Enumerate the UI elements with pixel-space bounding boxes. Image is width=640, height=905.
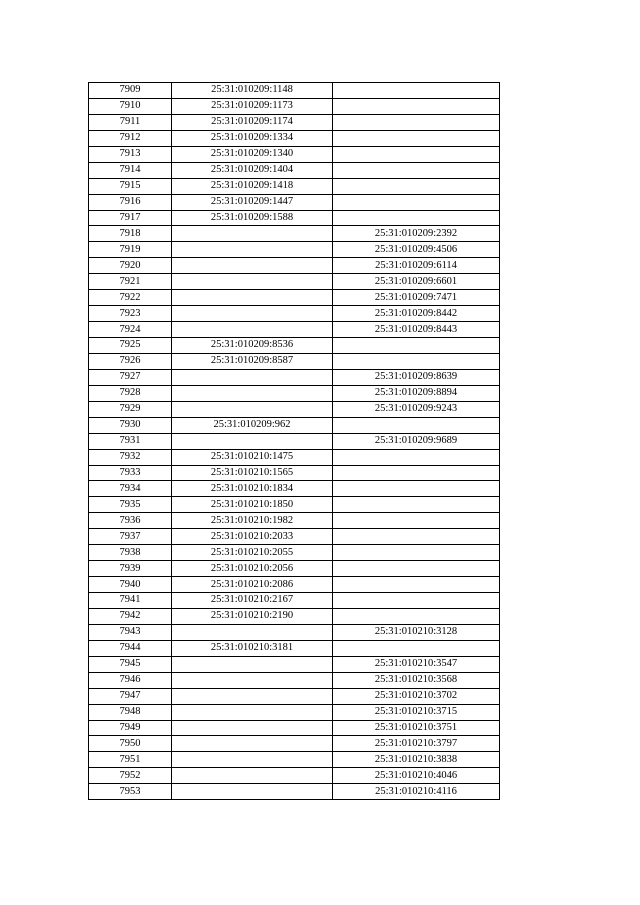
cadastral-number-cell-left: 25:31:010210:1982	[172, 513, 333, 529]
cadastral-number-cell-left: 25:31:010210:1565	[172, 465, 333, 481]
row-number-cell: 7939	[89, 561, 172, 577]
cadastral-number-cell-right: 25:31:010209:8894	[333, 385, 500, 401]
row-number-cell: 7950	[89, 736, 172, 752]
row-number-cell: 7949	[89, 720, 172, 736]
row-number-cell: 7941	[89, 593, 172, 609]
cadastral-number-cell-right	[333, 114, 500, 130]
row-number-cell: 7926	[89, 353, 172, 369]
row-number-cell: 7928	[89, 385, 172, 401]
row-number-cell: 7924	[89, 322, 172, 338]
cadastral-number-cell-left: 25:31:010209:1588	[172, 210, 333, 226]
table-row	[89, 146, 500, 162]
row-number-cell: 7911	[89, 114, 172, 130]
table-row	[89, 130, 500, 146]
row-number-cell: 7946	[89, 672, 172, 688]
cadastral-number-cell-left	[172, 672, 333, 688]
cadastral-number-cell-right	[333, 162, 500, 178]
cadastral-number-cell-left	[172, 688, 333, 704]
cadastral-number-cell-right	[333, 449, 500, 465]
cadastral-number-cell-left	[172, 226, 333, 242]
cadastral-number-cell-left: 25:31:010210:2167	[172, 593, 333, 609]
cadastral-number-cell-left	[172, 274, 333, 290]
table-row	[89, 98, 500, 114]
table-row	[89, 162, 500, 178]
table-row	[89, 529, 500, 545]
cadastral-number-cell-left	[172, 258, 333, 274]
table-row	[89, 720, 500, 736]
cadastral-number-cell-left: 25:31:010209:8587	[172, 353, 333, 369]
row-number-cell: 7935	[89, 497, 172, 513]
cadastral-number-cell-left: 25:31:010210:2055	[172, 545, 333, 561]
table-row	[89, 322, 500, 338]
row-number-cell: 7938	[89, 545, 172, 561]
cadastral-number-cell-right: 25:31:010209:8442	[333, 306, 500, 322]
cadastral-number-cell-left	[172, 385, 333, 401]
cadastral-number-cell-right	[333, 513, 500, 529]
row-number-cell: 7916	[89, 194, 172, 210]
row-number-cell: 7923	[89, 306, 172, 322]
cadastral-number-cell-right	[333, 417, 500, 433]
table-row	[89, 545, 500, 561]
cadastral-number-cell-left: 25:31:010209:1173	[172, 98, 333, 114]
row-number-cell: 7922	[89, 290, 172, 306]
cadastral-number-cell-right	[333, 545, 500, 561]
table-row	[89, 640, 500, 656]
row-number-cell: 7931	[89, 433, 172, 449]
cadastral-number-cell-left	[172, 242, 333, 258]
cadastral-number-cell-right: 25:31:010209:7471	[333, 290, 500, 306]
cadastral-number-cell-right: 25:31:010209:6114	[333, 258, 500, 274]
cadastral-number-cell-right	[333, 210, 500, 226]
cadastral-number-cell-right	[333, 497, 500, 513]
cadastral-number-cell-left	[172, 624, 333, 640]
row-number-cell: 7920	[89, 258, 172, 274]
table-row	[89, 624, 500, 640]
cadastral-number-cell-left: 25:31:010209:1418	[172, 178, 333, 194]
row-number-cell: 7912	[89, 130, 172, 146]
cadastral-number-cell-left: 25:31:010210:1834	[172, 481, 333, 497]
table-row	[89, 290, 500, 306]
cadastral-number-cell-right: 25:31:010210:3838	[333, 752, 500, 768]
table-row	[89, 608, 500, 624]
cadastral-number-cell-left	[172, 322, 333, 338]
row-number-cell: 7910	[89, 98, 172, 114]
table-row	[89, 258, 500, 274]
cadastral-number-cell-right: 25:31:010209:2392	[333, 226, 500, 242]
row-number-cell: 7914	[89, 162, 172, 178]
cadastral-number-cell-right: 25:31:010210:4116	[333, 784, 500, 800]
table-row	[89, 465, 500, 481]
row-number-cell: 7932	[89, 449, 172, 465]
cadastral-number-cell-left	[172, 768, 333, 784]
table-row	[89, 561, 500, 577]
table-row	[89, 513, 500, 529]
table-row	[89, 688, 500, 704]
cadastral-number-cell-left: 25:31:010209:1404	[172, 162, 333, 178]
cadastral-number-cell-right	[333, 529, 500, 545]
table-row	[89, 417, 500, 433]
table-row	[89, 194, 500, 210]
table-row	[89, 338, 500, 354]
cadastral-number-cell-right: 25:31:010210:3702	[333, 688, 500, 704]
row-number-cell: 7929	[89, 401, 172, 417]
cadastral-number-cell-left	[172, 656, 333, 672]
cadastral-number-cell-left	[172, 401, 333, 417]
cadastral-number-cell-left	[172, 720, 333, 736]
row-number-cell: 7913	[89, 146, 172, 162]
cadastral-number-cell-left	[172, 752, 333, 768]
table-row	[89, 449, 500, 465]
row-number-cell: 7933	[89, 465, 172, 481]
table-row	[89, 114, 500, 130]
row-number-cell: 7917	[89, 210, 172, 226]
table-row	[89, 385, 500, 401]
cadastral-number-cell-left: 25:31:010209:1174	[172, 114, 333, 130]
cadastral-number-cell-right	[333, 83, 500, 99]
cadastral-number-cell-right	[333, 194, 500, 210]
cadastral-number-cell-left: 25:31:010210:2190	[172, 608, 333, 624]
cadastral-number-cell-right: 25:31:010210:3568	[333, 672, 500, 688]
table-row	[89, 736, 500, 752]
row-number-cell: 7934	[89, 481, 172, 497]
row-number-cell: 7927	[89, 369, 172, 385]
table-row	[89, 83, 500, 99]
row-number-cell: 7930	[89, 417, 172, 433]
cadastral-number-cell-left: 25:31:010209:1447	[172, 194, 333, 210]
cadastral-number-cell-right	[333, 577, 500, 593]
cadastral-number-cell-right	[333, 338, 500, 354]
cadastral-number-cell-right	[333, 98, 500, 114]
cadastral-number-cell-left: 25:31:010209:8536	[172, 338, 333, 354]
row-number-cell: 7915	[89, 178, 172, 194]
row-number-cell: 7948	[89, 704, 172, 720]
table-row	[89, 369, 500, 385]
row-number-cell: 7936	[89, 513, 172, 529]
table-row	[89, 210, 500, 226]
table-row	[89, 672, 500, 688]
cadastral-number-cell-left: 25:31:010210:2033	[172, 529, 333, 545]
cadastral-number-cell-right	[333, 608, 500, 624]
row-number-cell: 7944	[89, 640, 172, 656]
cadastral-number-cell-right: 25:31:010209:8443	[333, 322, 500, 338]
table-row	[89, 242, 500, 258]
row-number-cell: 7953	[89, 784, 172, 800]
cadastral-number-cell-right	[333, 178, 500, 194]
cadastral-number-cell-left: 25:31:010209:1334	[172, 130, 333, 146]
cadastral-number-cell-left	[172, 784, 333, 800]
cadastral-number-cell-right: 25:31:010210:3128	[333, 624, 500, 640]
table-row	[89, 433, 500, 449]
cadastral-number-cell-right: 25:31:010210:4046	[333, 768, 500, 784]
table-row	[89, 768, 500, 784]
row-number-cell: 7945	[89, 656, 172, 672]
cadastral-number-cell-right: 25:31:010210:3751	[333, 720, 500, 736]
cadastral-number-cell-right	[333, 640, 500, 656]
cadastral-number-cell-left: 25:31:010209:962	[172, 417, 333, 433]
cadastral-number-cell-right: 25:31:010210:3797	[333, 736, 500, 752]
cadastral-number-cell-left: 25:31:010210:2056	[172, 561, 333, 577]
row-number-cell: 7951	[89, 752, 172, 768]
cadastral-number-cell-right	[333, 593, 500, 609]
cadastral-number-cell-left	[172, 433, 333, 449]
cadastral-number-cell-left: 25:31:010209:1340	[172, 146, 333, 162]
table-row	[89, 401, 500, 417]
table-row	[89, 306, 500, 322]
row-number-cell: 7947	[89, 688, 172, 704]
table-row	[89, 593, 500, 609]
table-row	[89, 704, 500, 720]
cadastral-number-cell-left	[172, 306, 333, 322]
table-row	[89, 577, 500, 593]
row-number-cell: 7925	[89, 338, 172, 354]
cadastral-number-cell-left: 25:31:010210:1475	[172, 449, 333, 465]
cadastral-number-cell-right: 25:31:010209:9243	[333, 401, 500, 417]
cadastral-number-cell-left	[172, 290, 333, 306]
row-number-cell: 7952	[89, 768, 172, 784]
cadastral-number-cell-left: 25:31:010209:1148	[172, 83, 333, 99]
cadastral-number-cell-right: 25:31:010210:3715	[333, 704, 500, 720]
row-number-cell: 7918	[89, 226, 172, 242]
table-row	[89, 226, 500, 242]
table-row	[89, 274, 500, 290]
cadastral-number-cell-right: 25:31:010209:6601	[333, 274, 500, 290]
cadastral-number-cell-left: 25:31:010210:3181	[172, 640, 333, 656]
cadastral-table-body	[89, 83, 500, 800]
row-number-cell: 7937	[89, 529, 172, 545]
row-number-cell: 7919	[89, 242, 172, 258]
cadastral-number-cell-right	[333, 146, 500, 162]
cadastral-number-cell-right	[333, 465, 500, 481]
cadastral-table	[88, 82, 500, 800]
cadastral-number-cell-right: 25:31:010209:4506	[333, 242, 500, 258]
row-number-cell: 7942	[89, 608, 172, 624]
table-row	[89, 784, 500, 800]
cadastral-number-cell-right: 25:31:010209:9689	[333, 433, 500, 449]
table-row	[89, 481, 500, 497]
table-row	[89, 656, 500, 672]
row-number-cell: 7940	[89, 577, 172, 593]
row-number-cell: 7921	[89, 274, 172, 290]
row-number-cell: 7909	[89, 83, 172, 99]
table-row	[89, 353, 500, 369]
row-number-cell: 7943	[89, 624, 172, 640]
table-row	[89, 178, 500, 194]
cadastral-number-cell-right	[333, 481, 500, 497]
cadastral-number-cell-right	[333, 130, 500, 146]
cadastral-number-cell-left: 25:31:010210:2086	[172, 577, 333, 593]
cadastral-number-cell-right	[333, 561, 500, 577]
cadastral-number-cell-right: 25:31:010210:3547	[333, 656, 500, 672]
cadastral-number-cell-right: 25:31:010209:8639	[333, 369, 500, 385]
table-row	[89, 497, 500, 513]
cadastral-number-cell-left	[172, 369, 333, 385]
table-row	[89, 752, 500, 768]
cadastral-number-cell-left	[172, 736, 333, 752]
cadastral-number-cell-right	[333, 353, 500, 369]
cadastral-number-cell-left: 25:31:010210:1850	[172, 497, 333, 513]
cadastral-number-cell-left	[172, 704, 333, 720]
